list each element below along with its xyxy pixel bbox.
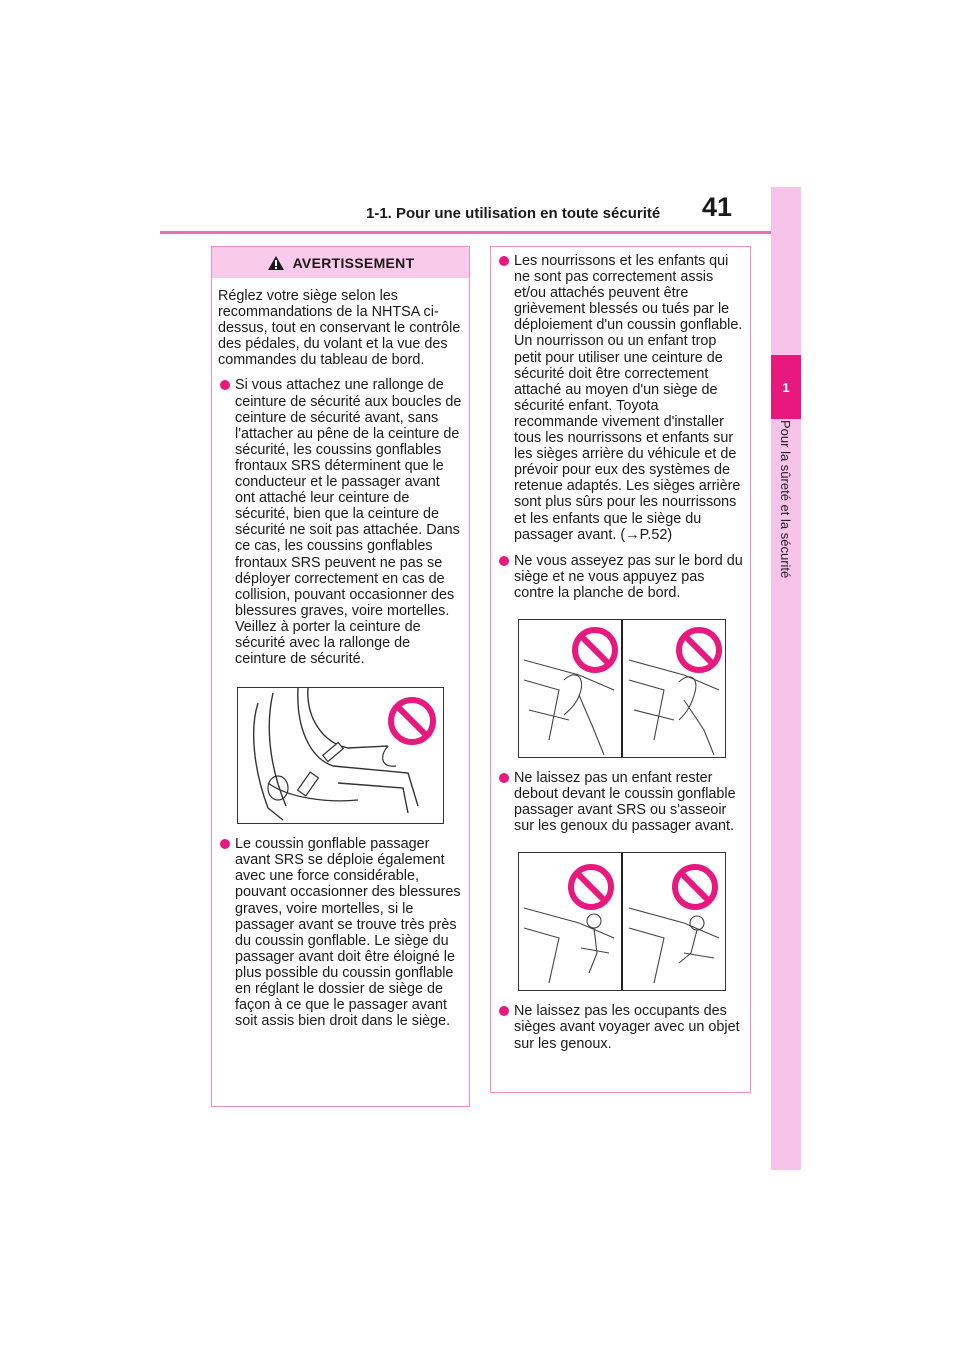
bullet-text: Les nourrissons et les enfants qui ne sont pas correctement assis et/ou attachés peuvent être grièvement blessés ou tués par le déploiement d'un coussin gonflable. Un nourrisson ou un enfant trop petit pour utiliser une ceinture de sécurité doit être correctement attaché au moyen d'un siège de sécurité enfant. Toyota recommande vivement d'installer tous les nourrissons et enfants sur les sièges arrière du véhicule et de prévoir pour eux des systèmes de retenue adaptés. Les sièges arrière sont plus sûrs pour les nourrissons et les enfants que le siège du passager avant. (→P.52) — [514, 253, 743, 543]
warning-triangle-icon — [267, 255, 285, 271]
bullet-item — [218, 377, 462, 667]
bullet-text: Le coussin gonflable passager avant SRS se déploie également avec une force considérable, pouvant occasionner des blessures graves, voire mortelles, si le passager avant se trouve très près du coussin gonflable. Le siège du passager avant doit être éloigné le plus possible du coussin gonflable en réglant le dossier de siège de façon à ce que le passager avant soit assis bien droit dans le siège. — [235, 836, 461, 1030]
bullet-item — [497, 1003, 743, 1051]
warning-box-right — [490, 246, 751, 1093]
section-title: 1-1. Pour une utilisation en toute sécurité — [366, 205, 661, 222]
bullet-text: Ne laissez pas un enfant rester debout devant le coussin gonflable passager avant SRS ou s'asseoir sur les genoux du passager avant. — [514, 769, 736, 835]
chapter-label-wrap — [773, 420, 799, 720]
warning-header — [212, 247, 469, 278]
bullet-dot-icon — [499, 773, 509, 783]
bullet-dot-icon — [499, 256, 509, 266]
bullet-dot-icon — [220, 380, 230, 390]
dashboard-illustration — [519, 620, 725, 757]
bullet-text: Ne laissez pas les occupants des sièges avant voyager avec un objet sur les genoux. — [514, 1003, 740, 1052]
page-number: 41 — [702, 192, 733, 222]
bullet-text: Ne vous asseyez pas sur le bord du siège et ne vous appuyez pas contre la planche de bord. — [514, 552, 743, 601]
bullet-text: Si vous attachez une rallonge de ceinture de sécurité aux boucles de ceinture de sécurité avant, sans l'attacher au pêne de la ceinture de sécurité, les coussins gonflables frontaux SRS déterminent que le conducteur et le passager avant ont attaché leur ceinture de sécurité, bien que la ceinture de sécurité ne soit pas attachée. Dans ce cas, les coussins gonflables frontaux SRS peuvent ne pas se déployer correctement en cas de collision, pouvant occasionner des blessures graves, voire mortelles. Veillez à porter la ceinture de sécurité avec la rallonge de ceinture de sécurité. — [235, 377, 462, 668]
chapter-number: 1 — [771, 355, 801, 419]
chapter-label: Pour la sûreté et la sécurité — [778, 420, 793, 579]
illustration-seat-edge-dashboard — [518, 619, 726, 758]
bullet-item — [497, 770, 743, 834]
warning-heading: AVERTISSEMENT — [292, 254, 415, 271]
bullet-dot-icon — [499, 1006, 509, 1016]
illustration-seatbelt-extender — [237, 687, 444, 824]
bullet-item — [218, 836, 462, 1029]
bullet-item — [497, 553, 743, 601]
bullet-dot-icon — [220, 839, 230, 849]
illustration-child-standing — [518, 852, 726, 991]
bullet-item — [497, 253, 743, 543]
seated-person-illustration — [238, 688, 443, 823]
warning-intro: Réglez votre siège selon les recommandations de la NHTSA ci-dessus, tout en conservant le contrôle des pédales, du volant et la vue des commandes du tableau de bord. — [218, 288, 461, 369]
warning-box-left — [211, 246, 470, 1107]
bullet-dot-icon — [499, 556, 509, 566]
child-airbag-illustration — [519, 853, 725, 990]
header-rule — [160, 231, 771, 234]
